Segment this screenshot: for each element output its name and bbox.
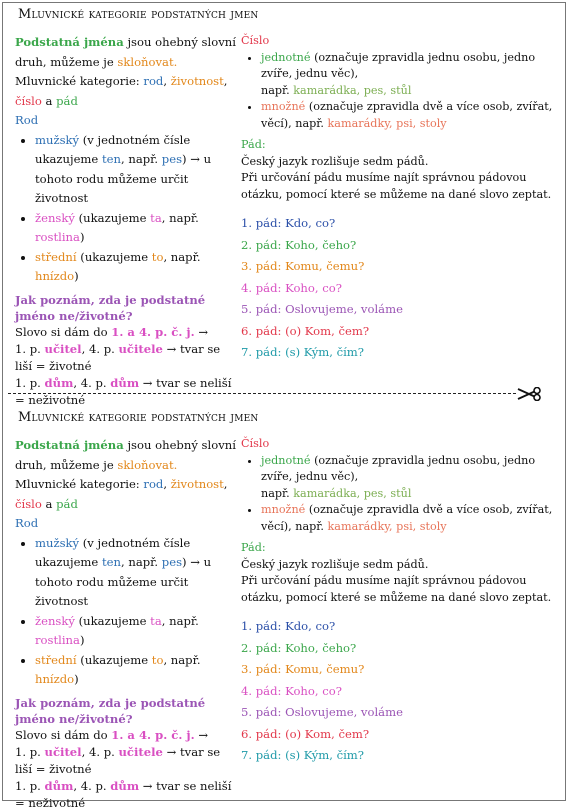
right-column xyxy=(241,33,561,364)
case-list xyxy=(241,213,561,364)
answer-block: Slovo si dám do 1. a 4. p. č. j. → 1. p. učitel, 4. p. učitele → tvar se liší = životné 1. p. dům, 4. p. dům → tvar se neliší = neživotné xyxy=(15,727,232,810)
cislo-list xyxy=(241,453,561,536)
list-item: • ženský (ukazujeme ta, např. rostlina) xyxy=(35,209,237,248)
case-7: 7. pád: (s) Kým, čím? xyxy=(241,345,365,359)
case-7: 7. pád: (s) Kým, čím? xyxy=(241,748,365,762)
pad-text: Při určování pádu musíme najít správnou pádovou otázku, pomocí které se můžeme na dané slovo zeptat. xyxy=(241,171,552,201)
pad-text: Při určování pádu musíme najít správnou pádovou otázku, pomocí které se můžeme na dané slovo zeptat. xyxy=(241,574,552,604)
cut-line xyxy=(8,393,516,394)
pad-text: Český jazyk rozlišuje sedm pádů. xyxy=(241,154,429,168)
question-heading: Jak poznám, zda je podstatné jméno ne/životné? xyxy=(15,695,206,726)
list-item: • jednotné (označuje zpravidla jednu osobu, jedno zvíře, jednu věc), např. kamarádka, pes, stůl xyxy=(261,50,561,100)
worksheet-bottom xyxy=(0,403,570,810)
list-item: • ženský (ukazujeme ta, např. rostlina) xyxy=(35,612,237,651)
left-column xyxy=(15,436,237,812)
page-title: Mluvnické kategorie podstatných jmen xyxy=(18,7,259,22)
list-item: • střední (ukazujeme to, např. hnízdo) xyxy=(35,248,237,287)
list-item: • jednotné (označuje zpravidla jednu osobu, jedno zvíře, jednu věc), např. kamarádka, pes, stůl xyxy=(261,453,561,503)
case-2: 2. pád: Koho, čeho? xyxy=(241,640,357,655)
list-item: • množné (označuje zpravidla dvě a více osob, zvířat, věcí), např. kamarádky, psi, stoly xyxy=(261,99,561,132)
answer-block: Slovo si dám do 1. a 4. p. č. j. → 1. p. učitel, 4. p. učitele → tvar se liší = životné 1. p. dům, 4. p. dům → tvar se neliší = neživotné xyxy=(15,324,232,407)
case-6: 6. pád: (o) Kom, čem? xyxy=(241,726,370,741)
case-5: 5. pád: Oslovujeme, voláme xyxy=(241,705,403,719)
rod-heading: Rod xyxy=(15,516,39,530)
list-item: • mužský (v jednotném čísle ukazujeme ten, např. pes) → u tohoto rodu můžeme určit životnost xyxy=(35,131,237,209)
cislo-list xyxy=(241,50,561,133)
case-2: 2. pád: Koho, čeho? xyxy=(241,237,357,252)
scissors-icon xyxy=(517,387,542,401)
intro-paragraph: Podstatná jména jsou ohebný slovní druh, můžeme je skloňovat. Mluvnické kategorie: rod, životnost, číslo a pád xyxy=(15,438,236,511)
rod-list xyxy=(15,534,237,690)
case-3: 3. pád: Komu, čemu? xyxy=(241,259,365,273)
left-column xyxy=(15,33,237,409)
case-3: 3. pád: Komu, čemu? xyxy=(241,662,365,676)
list-item: • množné (označuje zpravidla dvě a více osob, zvířat, věcí), např. kamarádky, psi, stoly xyxy=(261,502,561,535)
list-item: • mužský (v jednotném čísle ukazujeme ten, např. pes) → u tohoto rodu můžeme určit životnost xyxy=(35,534,237,612)
cislo-heading: Číslo xyxy=(241,34,270,47)
pad-heading: Pád: xyxy=(241,541,266,554)
case-1: 1. pád: Kdo, co? xyxy=(241,619,336,633)
rod-list xyxy=(15,131,237,287)
intro-paragraph: Podstatná jména jsou ohebný slovní druh, můžeme je skloňovat. Mluvnické kategorie: rod, životnost, číslo a pád xyxy=(15,35,236,108)
cislo-heading: Číslo xyxy=(241,437,270,450)
case-1: 1. pád: Kdo, co? xyxy=(241,216,336,230)
page-title: Mluvnické kategorie podstatných jmen xyxy=(18,410,259,425)
question-heading: Jak poznám, zda je podstatné jméno ne/životné? xyxy=(15,292,206,323)
list-item: • střední (ukazujeme to, např. hnízdo) xyxy=(35,651,237,690)
case-4: 4. pád: Koho, co? xyxy=(241,683,342,698)
pad-text: Český jazyk rozlišuje sedm pádů. xyxy=(241,557,429,571)
case-5: 5. pád: Oslovujeme, voláme xyxy=(241,302,403,316)
rod-heading: Rod xyxy=(15,113,39,127)
case-list xyxy=(241,616,561,767)
pad-heading: Pád: xyxy=(241,138,266,151)
right-column xyxy=(241,436,561,767)
case-4: 4. pád: Koho, co? xyxy=(241,280,342,295)
case-6: 6. pád: (o) Kom, čem? xyxy=(241,323,370,338)
